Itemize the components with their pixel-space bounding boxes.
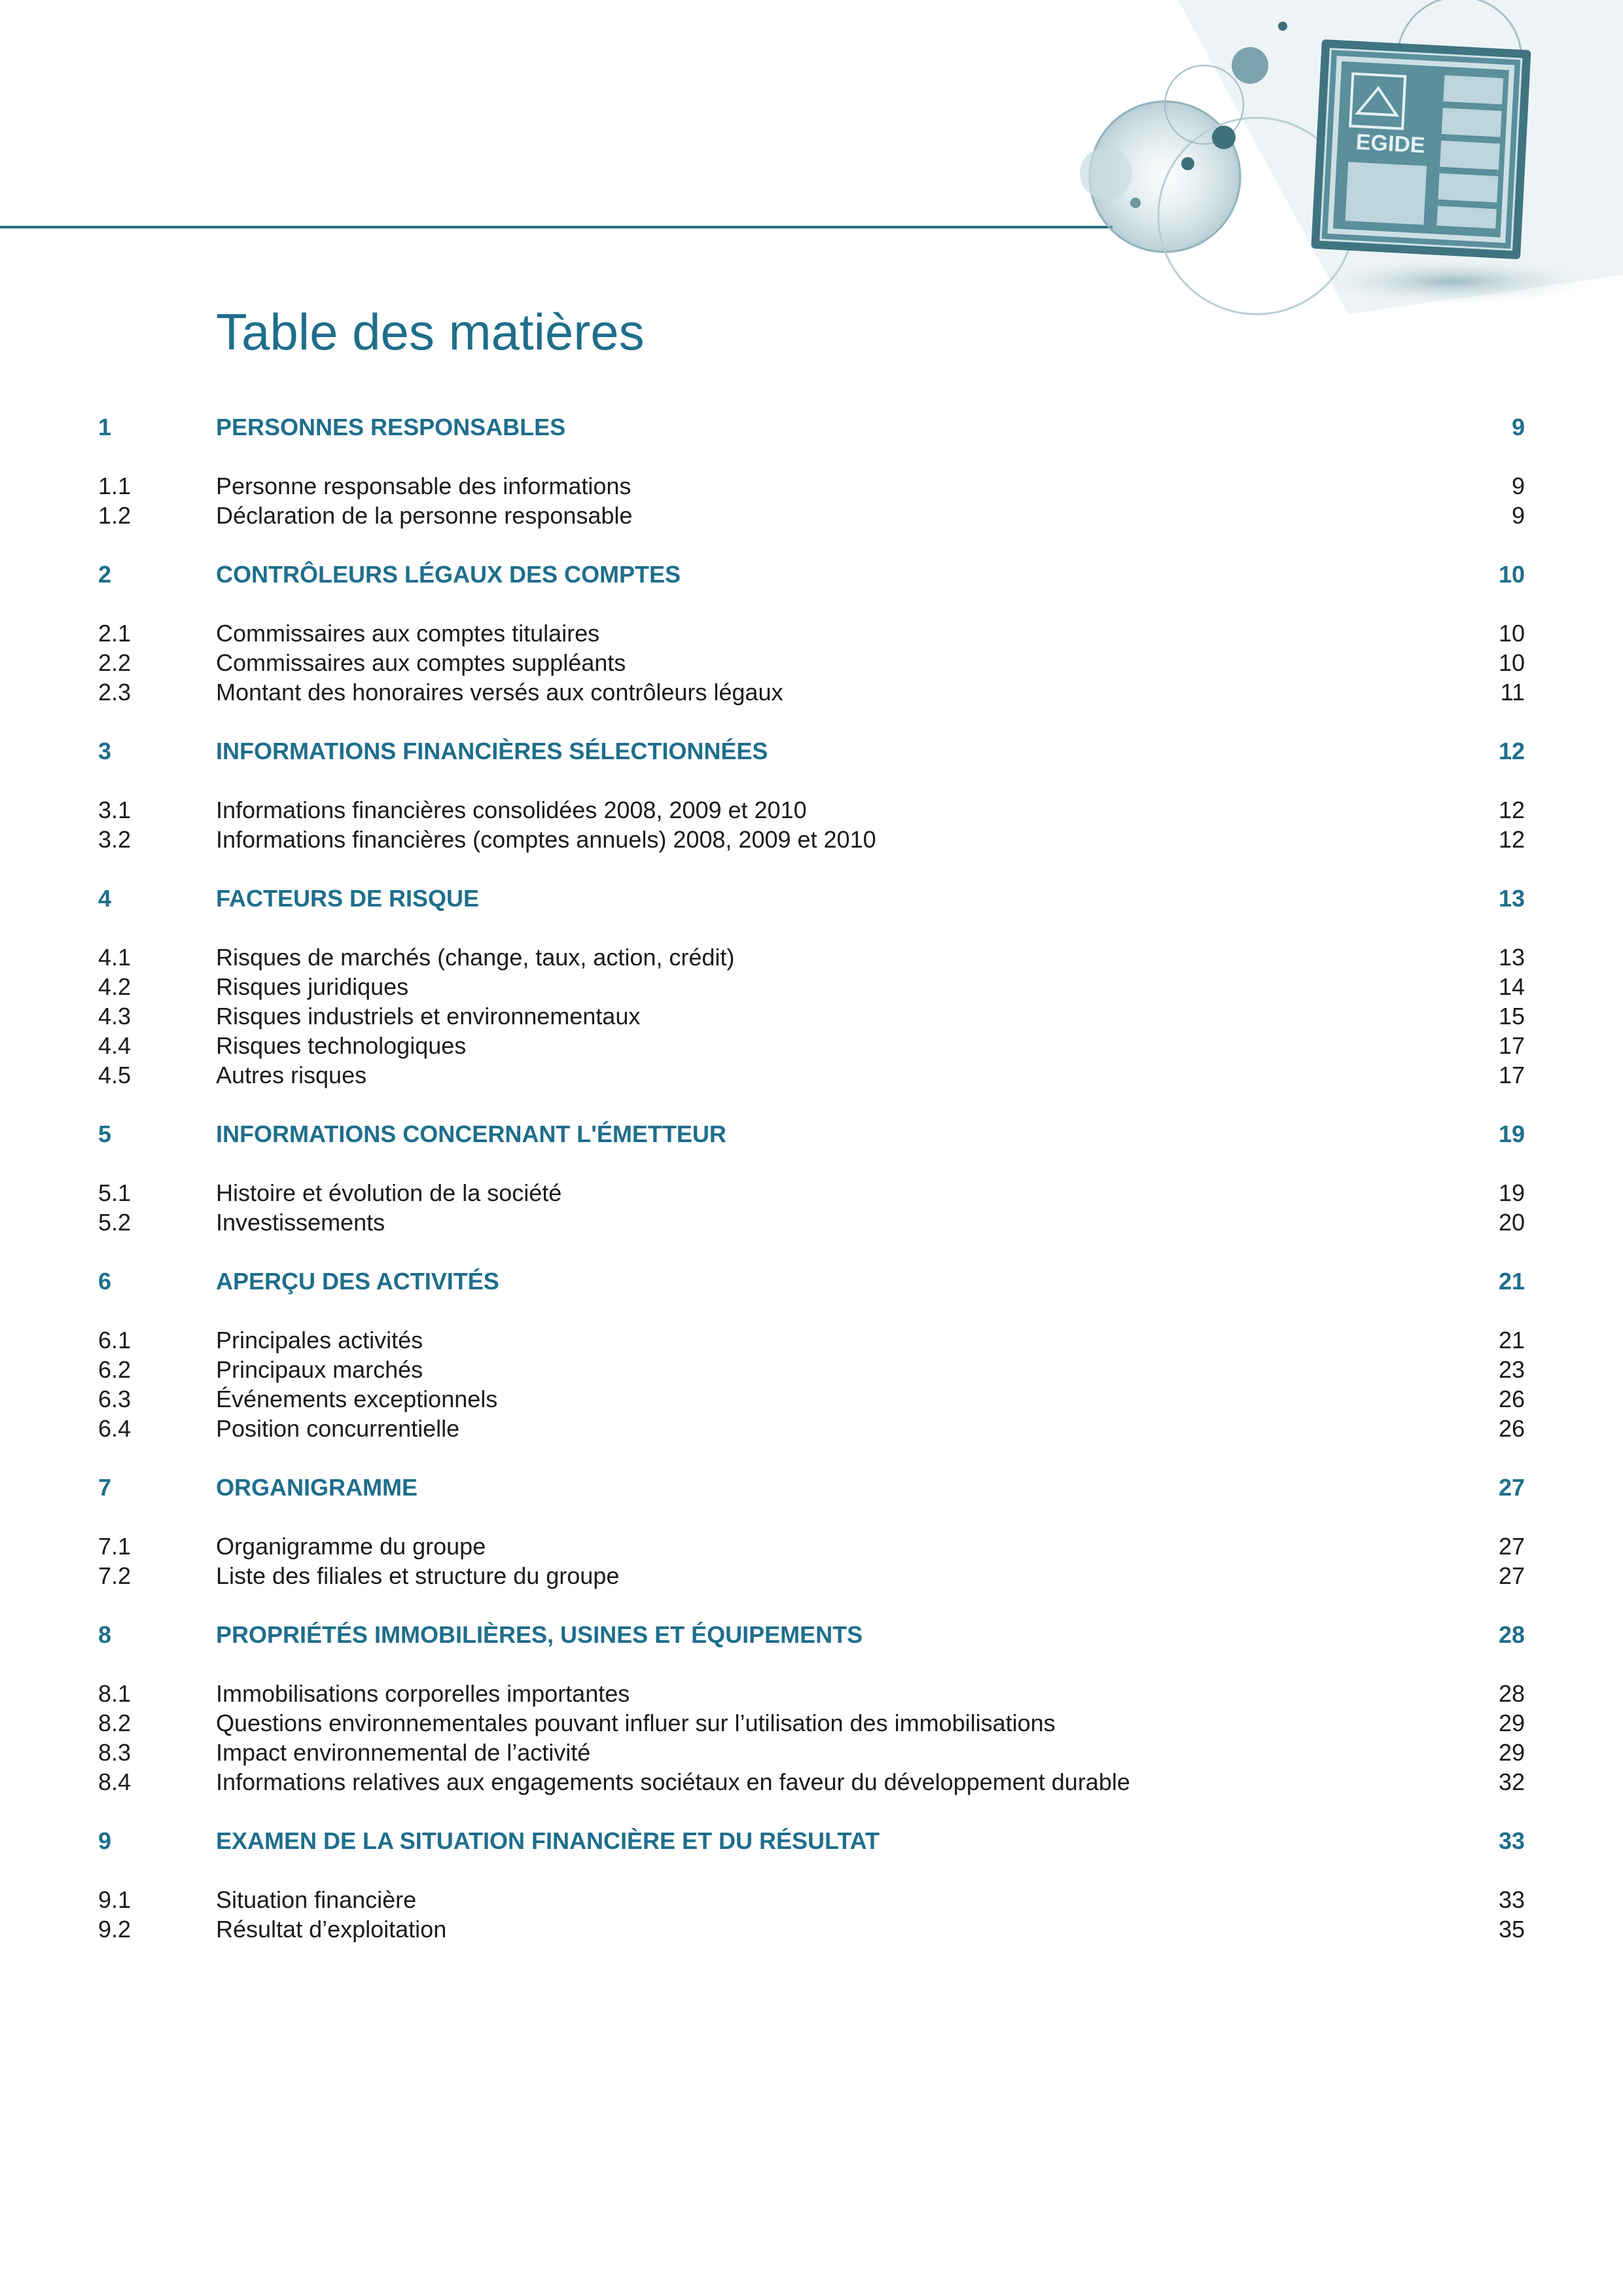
subsection-number: 6.2 [98, 1356, 132, 1383]
toc-subsection-list [98, 1679, 1525, 1797]
chapter-number: 3 [98, 738, 112, 764]
subsection-page-number: 29 [1498, 1739, 1525, 1766]
subsection-title: Investissements [216, 1209, 385, 1236]
subsection-page-number: 15 [1498, 1003, 1525, 1030]
subsection-number: 9.2 [98, 1916, 132, 1943]
toc-section [98, 736, 1525, 854]
toc-subsection-list [98, 1178, 1525, 1237]
chapter-page-number: 27 [1498, 1474, 1525, 1501]
toc-subsection-entry[interactable] [98, 1767, 1525, 1797]
toc-chapter-entry[interactable] [98, 1620, 1525, 1649]
subsection-title: Liste des filiales et structure du groupe [216, 1562, 620, 1589]
chapter-title: INFORMATIONS FINANCIÈRES SÉLECTIONNÉES [216, 738, 768, 764]
chapter-title: PROPRIÉTÉS IMMOBILIÈRES, USINES ET ÉQUIPEMENTS [216, 1621, 863, 1648]
subsection-title: Risques juridiques [216, 973, 409, 1000]
chapter-number: 6 [98, 1268, 112, 1295]
subsection-title: Risques de marchés (change, taux, action, crédit) [216, 944, 735, 971]
subsection-number: 9.1 [98, 1886, 132, 1913]
chapter-page-number: 19 [1498, 1121, 1525, 1147]
chapter-page-number: 9 [1511, 414, 1525, 440]
subsection-page-number: 9 [1511, 473, 1525, 499]
chapter-number: 9 [98, 1827, 112, 1854]
subsection-title: Situation financière [216, 1886, 417, 1913]
subsection-number: 4.1 [98, 944, 132, 971]
toc-chapter-entry[interactable] [98, 736, 1525, 766]
toc-subsection-entry[interactable] [98, 677, 1525, 707]
chapter-page-number: 12 [1498, 738, 1525, 764]
subsection-page-number: 11 [1500, 679, 1525, 706]
toc-subsection-entry[interactable] [98, 1532, 1525, 1561]
toc-chapter-entry[interactable] [98, 1266, 1525, 1296]
subsection-number: 3.1 [98, 797, 132, 823]
subsection-page-number: 27 [1498, 1562, 1525, 1589]
toc-subsection-entry[interactable] [98, 942, 1525, 972]
toc-chapter-entry[interactable] [98, 560, 1525, 589]
toc-section [98, 412, 1525, 530]
subsection-number: 2.2 [98, 649, 132, 676]
subsection-number: 4.5 [98, 1062, 132, 1088]
subsection-title: Informations financières consolidées 2008, 2009 et 2010 [216, 797, 807, 823]
subsection-page-number: 12 [1498, 826, 1525, 853]
subsection-title: Résultat d’exploitation [216, 1916, 447, 1943]
chapter-number: 1 [98, 414, 112, 440]
subsection-number: 7.1 [98, 1533, 132, 1560]
chapter-title: APERÇU DES ACTIVITÉS [216, 1268, 499, 1295]
subsection-title: Commissaires aux comptes titulaires [216, 620, 600, 647]
subsection-number: 6.3 [98, 1386, 132, 1412]
toc-section [98, 1473, 1525, 1590]
subsection-title: Informations financières (comptes annuels) 2008, 2009 et 2010 [216, 826, 876, 853]
table-of-contents [98, 412, 1525, 1973]
subsection-page-number: 13 [1498, 944, 1525, 971]
toc-chapter-entry[interactable] [98, 1119, 1525, 1149]
subsection-page-number: 14 [1498, 973, 1525, 1000]
chapter-number: 7 [98, 1474, 112, 1501]
subsection-number: 2.3 [98, 679, 132, 706]
chapter-title: FACTEURS DE RISQUE [216, 885, 480, 912]
toc-subsection-entry[interactable] [98, 1561, 1525, 1590]
subsection-title: Principaux marchés [216, 1356, 423, 1383]
toc-subsection-entry[interactable] [98, 1708, 1525, 1738]
subsection-title: Autres risques [216, 1062, 367, 1088]
subsection-number: 6.1 [98, 1327, 132, 1354]
toc-subsection-entry[interactable] [98, 501, 1525, 530]
toc-subsection-entry[interactable] [98, 1738, 1525, 1767]
chapter-page-number: 10 [1498, 561, 1525, 588]
chapter-page-number: 21 [1498, 1268, 1525, 1295]
toc-subsection-entry[interactable] [98, 1914, 1525, 1944]
toc-subsection-entry[interactable] [98, 1355, 1525, 1384]
egide-chip-illustration [1008, 0, 1623, 327]
subsection-number: 2.1 [98, 620, 132, 647]
toc-subsection-entry[interactable] [98, 1885, 1525, 1914]
subsection-number: 4.3 [98, 1003, 132, 1030]
toc-subsection-entry[interactable] [98, 1679, 1525, 1708]
subsection-page-number: 17 [1498, 1032, 1525, 1059]
subsection-title: Histoire et évolution de la société [216, 1179, 562, 1206]
subsection-page-number: 17 [1498, 1062, 1525, 1088]
toc-section [98, 1266, 1525, 1443]
subsection-number: 3.2 [98, 826, 132, 853]
subsection-number: 7.2 [98, 1562, 132, 1589]
chapter-page-number: 28 [1498, 1621, 1525, 1648]
toc-subsection-list [98, 795, 1525, 854]
subsection-page-number: 10 [1498, 620, 1525, 647]
subsection-title: Événements exceptionnels [216, 1386, 498, 1412]
subsection-title: Informations relatives aux engagements sociétaux en faveur du développement durable [216, 1768, 1130, 1795]
subsection-page-number: 32 [1498, 1768, 1525, 1795]
subsection-title: Immobilisations corporelles importantes [216, 1680, 630, 1707]
svg-text:EGIDE: EGIDE [1355, 129, 1426, 158]
subsection-title: Position concurrentielle [216, 1415, 460, 1442]
toc-subsection-entry[interactable] [98, 1384, 1525, 1414]
toc-subsection-entry[interactable] [98, 1001, 1525, 1031]
subsection-page-number: 20 [1498, 1209, 1525, 1236]
subsection-number: 4.2 [98, 973, 132, 1000]
header-rule [0, 226, 1113, 228]
toc-subsection-entry[interactable] [98, 1414, 1525, 1443]
toc-subsection-list [98, 1325, 1525, 1443]
subsection-page-number: 33 [1498, 1886, 1525, 1913]
subsection-page-number: 27 [1498, 1533, 1525, 1560]
subsection-title: Montant des honoraires versés aux contrôleurs légaux [216, 679, 783, 706]
chapter-title: INFORMATIONS CONCERNANT L'ÉMETTEUR [216, 1121, 726, 1147]
subsection-title: Commissaires aux comptes suppléants [216, 649, 626, 676]
toc-subsection-entry[interactable] [98, 1060, 1525, 1090]
chapter-number: 4 [98, 885, 112, 912]
subsection-page-number: 10 [1498, 649, 1525, 676]
toc-section [98, 1826, 1525, 1944]
toc-section [98, 1620, 1525, 1797]
toc-subsection-list [98, 1532, 1525, 1590]
toc-subsection-entry[interactable] [98, 471, 1525, 501]
subsection-page-number: 9 [1511, 502, 1525, 529]
chapter-number: 5 [98, 1121, 112, 1147]
toc-subsection-list [98, 471, 1525, 530]
toc-subsection-entry[interactable] [98, 648, 1525, 677]
subsection-number: 4.4 [98, 1032, 132, 1059]
subsection-title: Personne responsable des informations [216, 473, 632, 499]
subsection-number: 8.3 [98, 1739, 132, 1766]
subsection-title: Risques industriels et environnementaux [216, 1003, 641, 1030]
page-title: Table des matières [216, 303, 645, 361]
toc-section [98, 884, 1525, 1090]
chapter-number: 8 [98, 1621, 112, 1648]
subsection-number: 8.2 [98, 1710, 132, 1736]
subsection-number: 8.1 [98, 1680, 132, 1707]
subsection-page-number: 21 [1498, 1327, 1525, 1354]
subsection-title: Principales activités [216, 1327, 423, 1354]
subsection-number: 5.2 [98, 1209, 132, 1236]
toc-subsection-entry[interactable] [98, 1208, 1525, 1237]
toc-chapter-entry[interactable] [98, 412, 1525, 442]
toc-subsection-list [98, 1885, 1525, 1944]
chapter-page-number: 33 [1498, 1827, 1525, 1854]
subsection-page-number: 19 [1498, 1179, 1525, 1206]
subsection-page-number: 23 [1498, 1356, 1525, 1383]
subsection-page-number: 29 [1498, 1710, 1525, 1736]
toc-section [98, 560, 1525, 707]
chapter-page-number: 13 [1498, 885, 1525, 912]
toc-subsection-entry[interactable] [98, 1031, 1525, 1060]
toc-chapter-entry[interactable] [98, 1826, 1525, 1856]
subsection-page-number: 12 [1498, 797, 1525, 823]
subsection-page-number: 26 [1498, 1415, 1525, 1442]
subsection-number: 5.1 [98, 1179, 132, 1206]
chapter-number: 2 [98, 561, 112, 588]
subsection-title: Risques technologiques [216, 1032, 467, 1059]
subsection-page-number: 35 [1498, 1916, 1525, 1943]
toc-subsection-entry[interactable] [98, 1325, 1525, 1355]
subsection-number: 8.4 [98, 1768, 132, 1795]
toc-subsection-list [98, 619, 1525, 707]
subsection-title: Organigramme du groupe [216, 1533, 486, 1560]
toc-chapter-entry[interactable] [98, 884, 1525, 913]
toc-chapter-entry[interactable] [98, 1473, 1525, 1502]
subsection-title: Déclaration de la personne responsable [216, 502, 633, 529]
subsection-title: Questions environnementales pouvant influer sur l’utilisation des immobilisations [216, 1710, 1056, 1736]
subsection-title: Impact environnemental de l’activité [216, 1739, 591, 1766]
subsection-number: 6.4 [98, 1415, 132, 1442]
subsection-page-number: 26 [1498, 1386, 1525, 1412]
subsection-number: 1.1 [98, 473, 132, 499]
toc-subsection-list [98, 942, 1525, 1090]
chapter-title: CONTRÔLEURS LÉGAUX DES COMPTES [216, 561, 681, 588]
toc-subsection-entry[interactable] [98, 972, 1525, 1001]
subsection-page-number: 28 [1498, 1680, 1525, 1707]
toc-subsection-entry[interactable] [98, 619, 1525, 648]
toc-subsection-entry[interactable] [98, 795, 1525, 825]
toc-subsection-entry[interactable] [98, 825, 1525, 854]
chapter-title: ORGANIGRAMME [216, 1474, 418, 1501]
toc-section [98, 1119, 1525, 1237]
subsection-number: 1.2 [98, 502, 132, 529]
chapter-title: PERSONNES RESPONSABLES [216, 414, 566, 440]
chapter-title: EXAMEN DE LA SITUATION FINANCIÈRE ET DU RÉSULTAT [216, 1827, 880, 1854]
toc-subsection-entry[interactable] [98, 1178, 1525, 1208]
